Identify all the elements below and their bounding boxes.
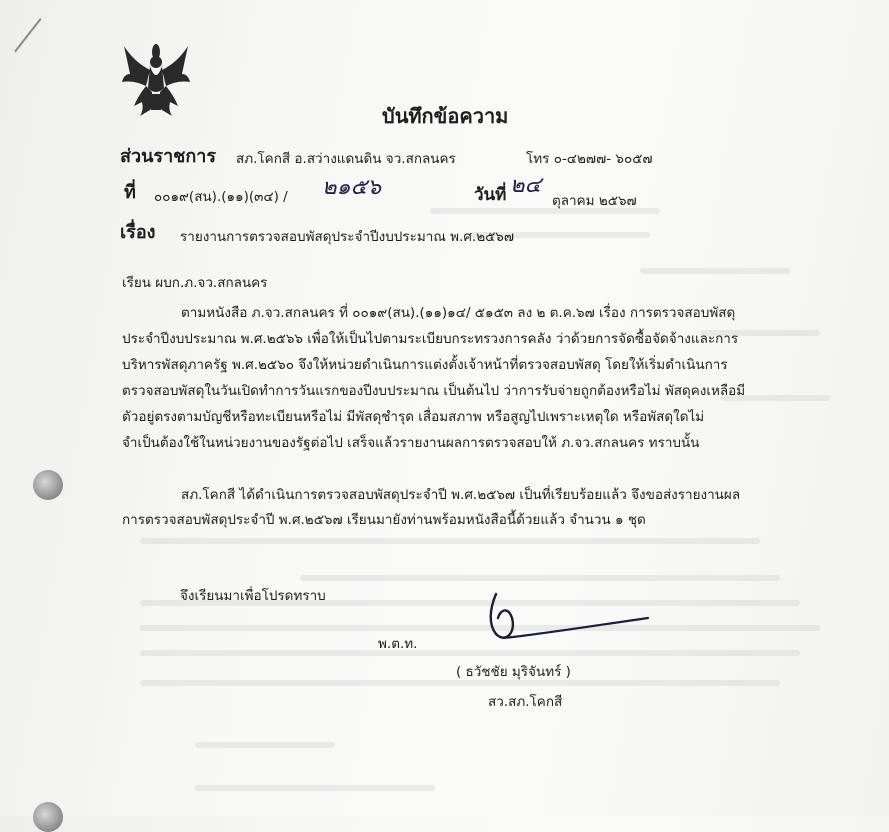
punch-hole-top: [33, 470, 63, 500]
body-line: สภ.โคกสี ได้ดำเนินการตรวจสอบพัสดุประจำปี พ.ศ.๒๕๖๗ เป็นที่เรียบร้อยแล้ว จึงขอส่งรายงานผล: [181, 487, 741, 503]
subject-label: เรื่อง: [120, 222, 156, 243]
body-line: บริหารพัสดุภาครัฐ พ.ศ.๒๕๖๐ จึงให้หน่วยดำเนินการแต่งตั้งเจ้าหน้าที่ตรวจสอบพัสดุ โดยให้เริ่มดำเนินการ: [122, 357, 728, 373]
agency-value: สภ.โคกสี อ.สว่างแดนดิน จว.สกลนคร: [236, 151, 456, 167]
body-line: ตามหนังสือ ภ.จว.สกลนคร ที่ ๐๐๑๙(สน).(๑๑)๑๔/ ๕๑๕๓ ลง ๒ ต.ค.๖๗ เรื่อง การตรวจสอบพัสดุ: [181, 305, 736, 321]
signer-position: สว.สภ.โคกสี: [488, 694, 563, 710]
date-rest: ตุลาคม ๒๕๖๗: [552, 193, 637, 209]
agency-label: ส่วนราชการ: [120, 146, 217, 167]
body-line: จำเป็นต้องใช้ในหน่วยงานของรัฐต่อไป เสร็จแล้วรายงานผลการตรวจสอบให้ ภ.จว.สกลนคร ทราบนั้น: [122, 435, 700, 451]
handwritten-signature: [482, 588, 652, 646]
closing-text: จึงเรียนมาเพื่อโปรดทราบ: [180, 588, 326, 604]
ref-label: ที่: [124, 182, 136, 203]
memo-title: บันทึกข้อความ: [382, 104, 509, 128]
ref-number-handwritten: ๒๑๕๖: [322, 175, 382, 200]
date-day-handwritten: ๒๔: [510, 173, 542, 198]
signer-name: ( ธวัชชัย มุริจันทร์ ): [456, 664, 571, 680]
signer-rank: พ.ต.ท.: [378, 636, 418, 652]
body-line: ตัวอยู่ตรงตามบัญชีหรือทะเบียนหรือไม่ มีพัสดุชำรุด เสื่อมสภาพ หรือสูญไปเพราะเหตุใด หรือพัสดุใดไม่: [122, 409, 705, 425]
subject-value: รายงานการตรวจสอบพัสดุประจำปีงบประมาณ พ.ศ.๒๕๖๗: [180, 229, 515, 245]
garuda-emblem-icon: [120, 40, 192, 120]
pencil-mark: [14, 18, 41, 52]
salutation: เรียน ผบก.ภ.จว.สกลนคร: [122, 275, 268, 291]
body-line: ตรวจสอบพัสดุในวันเปิดทำการวันแรกของปีงบประมาณ เป็นต้นไป ว่าการรับจ่ายถูกต้องหรือไม่ พัสดุคงเหลือมี: [122, 383, 746, 399]
body-line: การตรวจสอบพัสดุประจำปี พ.ศ.๒๕๖๗ เรียนมายังท่านพร้อมหนังสือนี้ด้วยแล้ว จำนวน ๑ ชุด: [122, 512, 646, 528]
date-label: วันที่: [474, 185, 507, 205]
phone-number: โทร ๐-๔๒๗๗- ๖๐๕๗: [526, 151, 653, 167]
body-line: ประจำปีงบประมาณ พ.ศ.๒๕๖๖ เพื่อให้เป็นไปตามระเบียบกระทรวงการคลัง ว่าด้วยการจัดซื้อจัดจ้างและการ: [122, 331, 739, 347]
punch-hole-bottom: [33, 802, 63, 832]
ref-value: ๐๐๑๙(สน).(๑๑)(๓๔) /: [154, 189, 288, 205]
